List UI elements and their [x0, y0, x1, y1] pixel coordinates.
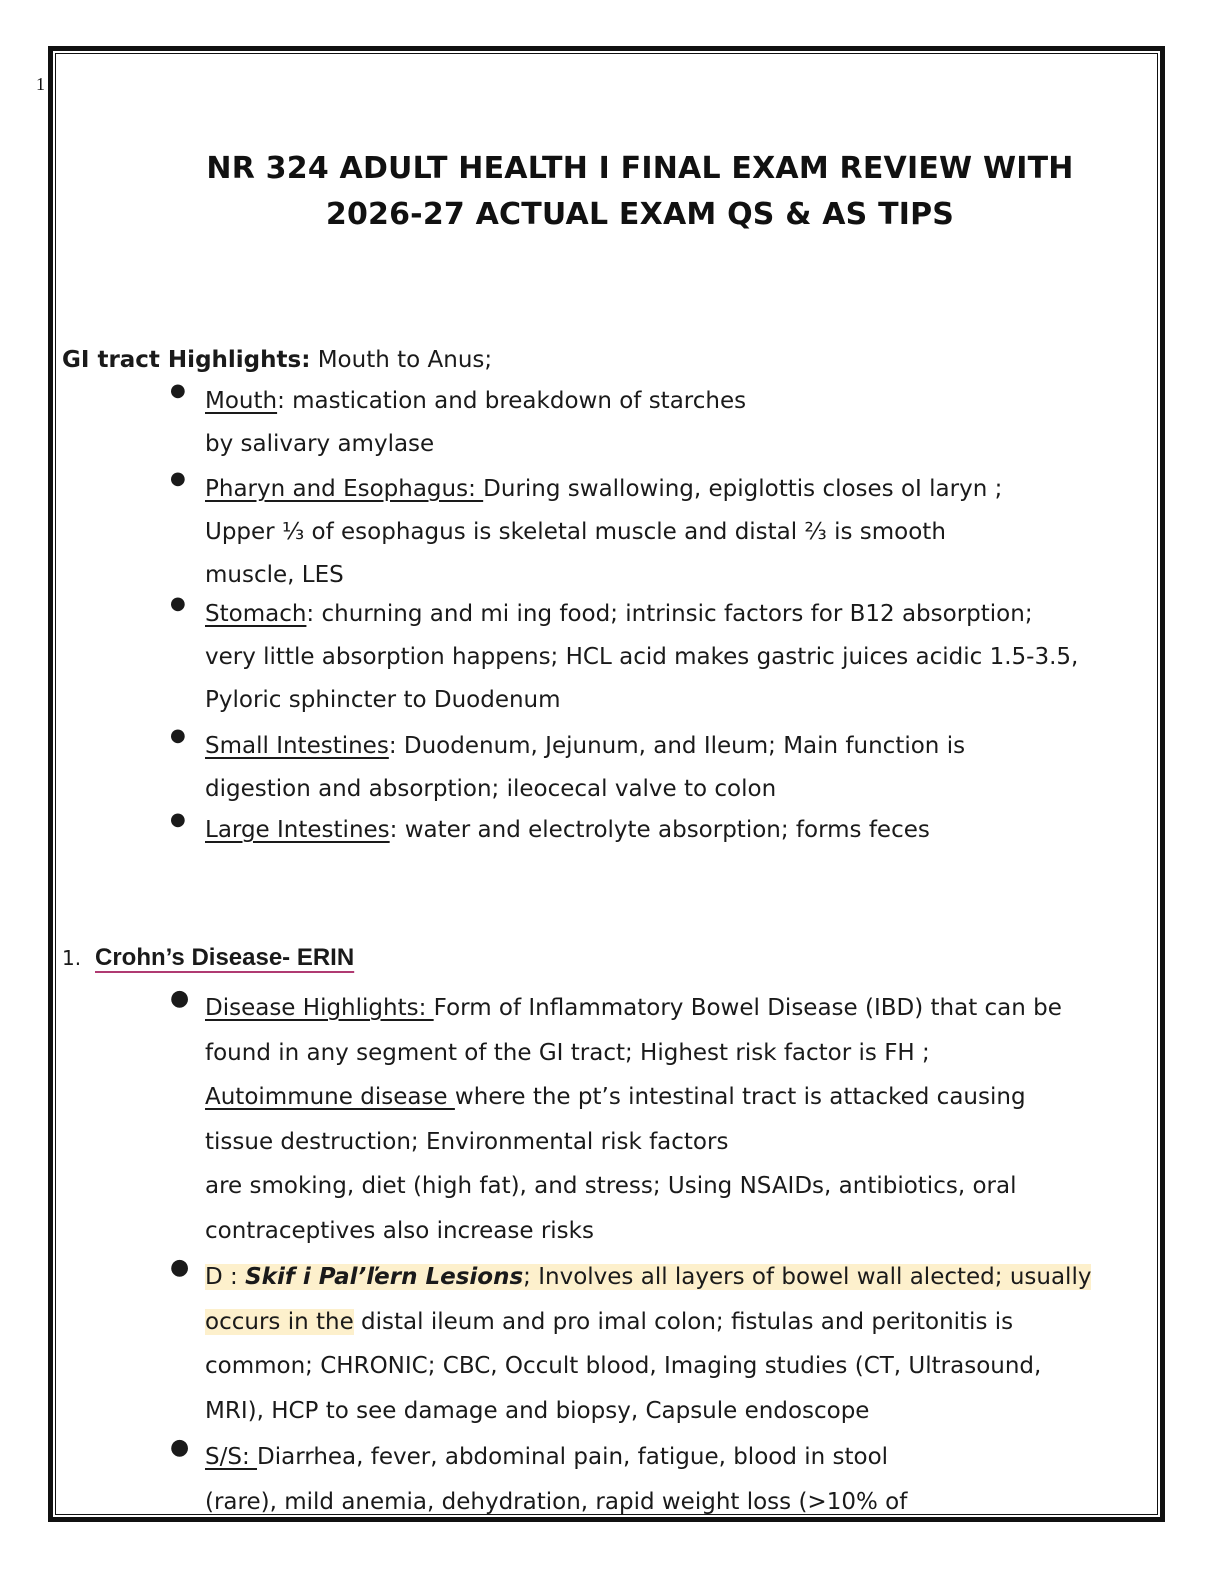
bullet-icon: ● — [170, 1435, 190, 1460]
gi-text: During swallowing, epiglottis closes oI laryn ; — [483, 476, 1003, 502]
dx-highlight: occurs in the — [205, 1308, 354, 1335]
crohns-text: where the pt’s intestinal tract is attacked causing — [454, 1084, 1026, 1110]
gi-item-stomach — [62, 593, 1142, 722]
crohns-heading — [62, 930, 1142, 986]
gi-heading-rest: Mouth to Anus; — [310, 347, 493, 373]
gi-text: by salivary amylase — [205, 431, 435, 457]
section-title: Crohn’s Disease- ERIN — [95, 944, 355, 971]
term-stomach: Stomach — [205, 601, 307, 627]
crohns-text: contraceptives also increase risks — [205, 1217, 594, 1244]
gi-text: Pyloric sphincter to Duodenum — [205, 687, 561, 713]
bullet-icon: ● — [170, 1255, 190, 1280]
gi-text: digestion and absorption; ileocecal valve to colon — [205, 776, 777, 802]
bullet-icon: ● — [170, 809, 186, 830]
bullet-icon: ● — [170, 986, 190, 1011]
crohns-text: distal ileum and pro imal colon; fistulas and peritonitis is — [353, 1308, 1014, 1335]
crohns-text: (rare), mild anemia, dehydration, rapid weight loss (>10% of — [205, 1488, 908, 1515]
term-mouth: Mouth — [205, 388, 278, 414]
term-small-intestines: Small Intestines — [205, 733, 389, 759]
gi-text: : mastication and breakdown of starches — [277, 388, 747, 414]
crohns-text: ; Involves all layers of bowel wall alected; usually — [523, 1264, 1092, 1290]
bullet-icon: ● — [170, 380, 186, 401]
bullet-icon: ● — [170, 468, 186, 489]
crohns-text: are smoking, diet (high fat), and stress; Using NSAIDs, antibiotics, oral — [205, 1173, 1017, 1199]
title-line-2: 2026-27 ACTUAL EXAM QS & AS TIPS — [325, 197, 955, 232]
crohns-text: MRI), HCP to see damage and biopsy, Capsule endoscope — [205, 1397, 870, 1424]
gi-text: very little absorption happens; HCL acid makes gastric juices acidic 1.5-3.5, — [205, 644, 1079, 670]
crohns-text: found in any segment of the GI tract; Highest risk factor is FH ; — [205, 1039, 930, 1066]
document-title — [140, 146, 1140, 238]
page-number: 1 — [36, 74, 45, 94]
term-autoimmune: Autoimmune disease — [205, 1084, 455, 1110]
title-line-1: NR 324 ADULT HEALTH I FINAL EXAM REVIEW WITH — [206, 151, 1074, 186]
crohns-list — [62, 986, 1142, 1524]
gi-text: muscle, LES — [205, 562, 344, 588]
gi-text: : water and electrolyte absorption; forms feces — [389, 817, 930, 843]
gi-list — [62, 380, 1142, 852]
dx-bold: Skif i Pal’ľern Lesions — [245, 1264, 524, 1290]
dx-prefix: D : — [205, 1264, 246, 1290]
section-number: 1. — [62, 946, 82, 970]
term-ss: S/S: — [205, 1444, 258, 1470]
gi-item-pharynx — [62, 468, 1142, 597]
term-large-intestines: Large Intestines — [205, 817, 390, 843]
bullet-icon: ● — [170, 593, 186, 614]
crohns-item-highlights — [62, 986, 1142, 1253]
crohns-text: Diarrhea, fever, abdominal pain, fatigue, blood in stool — [257, 1444, 889, 1470]
crohns-text: common; CHRONIC; CBC, Occult blood, Imaging studies (CT, Ultrasound, — [205, 1353, 1042, 1379]
crohns-item-dx — [62, 1255, 1142, 1433]
document-body — [62, 340, 1142, 1524]
gi-item-large-intestines — [62, 809, 1142, 852]
gi-heading — [62, 340, 1142, 380]
gi-text: Upper ⅓ of esophagus is skeletal muscle and distal ⅔ is smooth — [205, 519, 946, 545]
gi-item-mouth — [62, 380, 1142, 466]
crohns-item-ss — [62, 1435, 1142, 1524]
gi-item-small-intestines — [62, 725, 1142, 811]
term-pharynx: Pharyn and Esophagus: — [205, 476, 484, 502]
crohns-text: tissue destruction; Environmental risk factors — [205, 1128, 729, 1155]
gi-text: : churning and mi ing food; intrinsic factors for B12 absorption; — [306, 601, 1033, 627]
gi-heading-bold: GI tract Highlights: — [62, 347, 311, 373]
bullet-icon: ● — [170, 725, 186, 746]
term-disease-highlights: Disease Highlights: — [205, 995, 434, 1021]
gi-text: : Duodenum, Jejunum, and Ileum; Main function is — [388, 733, 966, 759]
crohns-text: Form of Inflammatory Bowel Disease (IBD) that can be — [433, 995, 1062, 1021]
